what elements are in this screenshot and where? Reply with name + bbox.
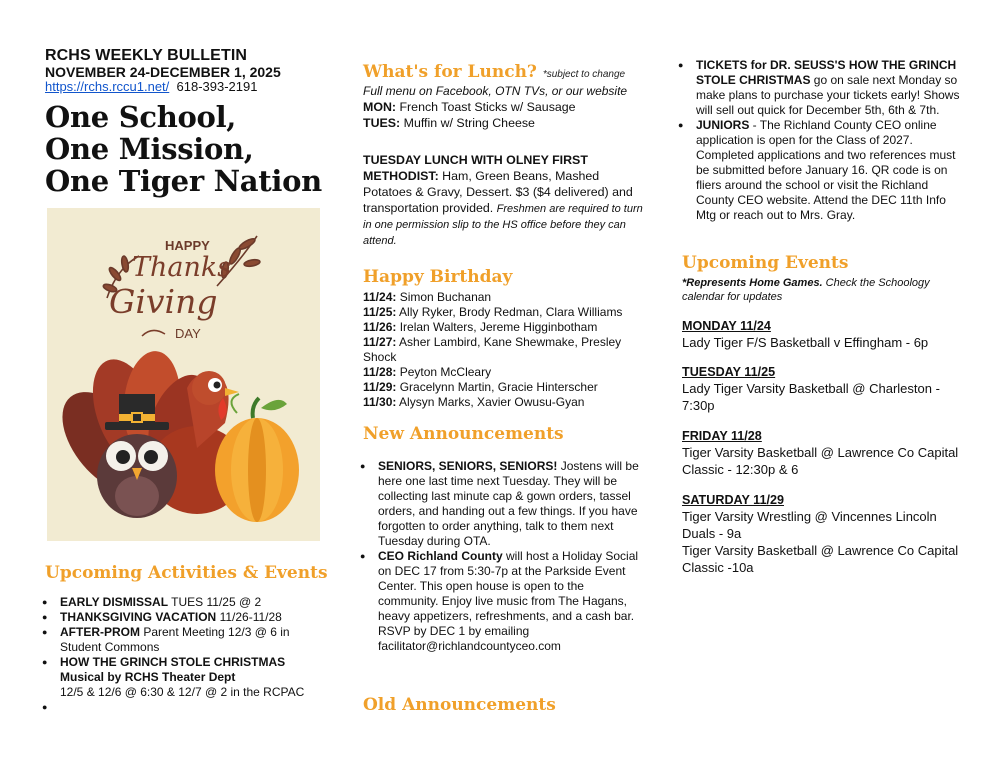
list-item: ● AFTER-PROM Parent Meeting 12/3 @ 6 in Student Commons	[42, 625, 327, 655]
event-line: Tiger Varsity Basketball @ Lawrence Co Capital Classic - 12:30p & 6	[682, 445, 959, 477]
motto-line-1: One School,	[45, 100, 237, 134]
olney-lunch-label: TUESDAY LUNCH WITH OLNEY FIRST METHODIST:	[363, 153, 588, 183]
event-line: Lady Tiger Varsity Basketball @ Charleston - 7:30p	[682, 381, 940, 413]
list-item: 11/27: Asher Lambird, Kane Shewmake, Presley Shock	[363, 335, 622, 364]
hero-day-text: DAY	[175, 326, 201, 341]
motto-line-3: One Tiger Nation	[45, 164, 322, 198]
events-monday	[682, 318, 962, 351]
olney-lunch-menu: Ham, Green Beans, Mashed Potatoes & Gravy, Dessert. $3 ($4 delivered) and transportation provided.	[363, 169, 633, 215]
hero-happy-text: HAPPY	[165, 238, 210, 253]
list-item: ● TICKETS for DR. SEUSS'S HOW THE GRINCH STOLE CHRISTMAS go on sale next Monday so make plans to purchase your tickets early! Shows will sell out quick for December 5th, 6th & 7th.	[678, 58, 960, 118]
lunch-tuesday: TUES: Muffin w/ String Cheese	[363, 116, 535, 130]
olney-lunch	[363, 152, 648, 248]
list-item: ● JUNIORS - The Richland County CEO online application is open for the Class of 2027. Completed applications and two references must be submitted before January 16. QR code is on fliers around the school or visit the Richland County CEO website. Attend the DEC 11th Info Mtg or reach out to Mrs. Gray.	[678, 118, 960, 223]
event-line: Tiger Varsity Wrestling @ Vincennes Lincoln Duals - 9a	[682, 509, 937, 541]
list-item: ● EARLY DISMISSAL TUES 11/25 @ 2	[42, 595, 327, 610]
lunch-menu	[363, 84, 648, 131]
list-item: 11/30: Alysyn Marks, Xavier Owusu-Gyan	[363, 395, 585, 409]
activities-heading: Upcoming Activities & Events	[45, 563, 328, 583]
event-day-label: TUESDAY 11/25	[682, 365, 776, 379]
olney-lunch-note: Freshmen are required to turn in one permission slip to the HS office before they can attend.	[363, 203, 643, 247]
lunch-monday: MON: French Toast Sticks w/ Sausage	[363, 100, 576, 114]
hero-giving-text: Giving	[109, 282, 218, 321]
event-day-label: SATURDAY 11/29	[682, 493, 784, 507]
old-announcements-heading: Old Announcements	[363, 695, 556, 715]
list-item: ● CEO Richland County will host a Holiday Social on DEC 17 from 5:30-7p at the Parkside Event Center. This open house is open to the community. Enjoy live music from The Hagans, heavy appetizers, refreshments, and a cash bar. RSVP by DEC 1 by emailing facilitator@richlandcountyceo.com	[360, 549, 642, 654]
events-tuesday	[682, 364, 962, 414]
list-item: 11/25: Ally Ryker, Brody Redman, Clara Williams	[363, 305, 623, 319]
lunch-subject-note: *subject to change	[542, 69, 626, 80]
events-saturday	[682, 492, 962, 576]
list-item: ● HOW THE GRINCH STOLE CHRISTMAS Musical by RCHS Theater Dept 12/5 & 12/6 @ 6:30 & 12/7 @ 2 in the RCPAC	[42, 655, 327, 700]
list-item: 11/24: Simon Buchanan	[363, 290, 492, 304]
list-item: 11/28: Peyton McCleary	[363, 365, 492, 379]
event-line: Lady Tiger F/S Basketball v Effingham - 6p	[682, 335, 929, 350]
list-item-empty	[42, 700, 327, 718]
new-announcements-list	[360, 459, 642, 654]
upcoming-events-heading: Upcoming Events	[682, 253, 849, 273]
birthday-list	[363, 290, 643, 410]
lunch-menu-note: Full menu on Facebook, OTN TVs, or our website	[363, 84, 628, 98]
hero-thanks-text: Thanks	[132, 252, 232, 283]
pumpkin-icon	[215, 394, 299, 522]
list-item: 11/29: Gracelynn Martin, Gracie Hinterscher	[363, 380, 598, 394]
contact-row	[45, 79, 257, 94]
phone-number: 618-393-2191	[176, 79, 258, 94]
lunch-heading	[363, 62, 625, 82]
thanksgiving-illustration	[47, 208, 320, 541]
event-day-label: MONDAY 11/24	[682, 319, 771, 333]
birthday-heading: Happy Birthday	[363, 267, 513, 287]
bulletin-dates: NOVEMBER 24-DECEMBER 1, 2025	[45, 64, 281, 80]
event-day-label: FRIDAY 11/28	[682, 429, 762, 443]
school-website-link[interactable]: https://rchs.rccu1.net/	[45, 79, 170, 94]
list-item: ● THANKSGIVING VACATION 11/26-11/28	[42, 610, 327, 625]
event-line: Tiger Varsity Basketball @ Lawrence Co Capital Classic -10a	[682, 543, 959, 575]
events-friday	[682, 428, 962, 478]
new-announcements-heading: New Announcements	[363, 424, 564, 444]
activities-list	[42, 595, 327, 718]
list-item: 11/26: Irelan Walters, Jereme Higginbotham	[363, 320, 598, 334]
upcoming-events-note: *Represents Home Games. Check the Schoology calendar for updates	[682, 277, 930, 303]
lunch-heading-text: What's for Lunch?	[363, 62, 537, 82]
col3-announcements-list	[678, 58, 960, 223]
thanksgiving-art	[47, 208, 320, 541]
bulletin-title: RCHS WEEKLY BULLETIN	[45, 47, 248, 64]
motto-line-2: One Mission,	[45, 132, 254, 166]
list-item: ● SENIORS, SENIORS, SENIORS! Jostens will be here one last time next Tuesday. They will be collecting last minute cap & gown orders, tassel orders, and handing out a few things. If you have forgotten to order anything, talk to them next Tuesday during OTA.	[360, 459, 642, 549]
motto	[45, 101, 322, 197]
